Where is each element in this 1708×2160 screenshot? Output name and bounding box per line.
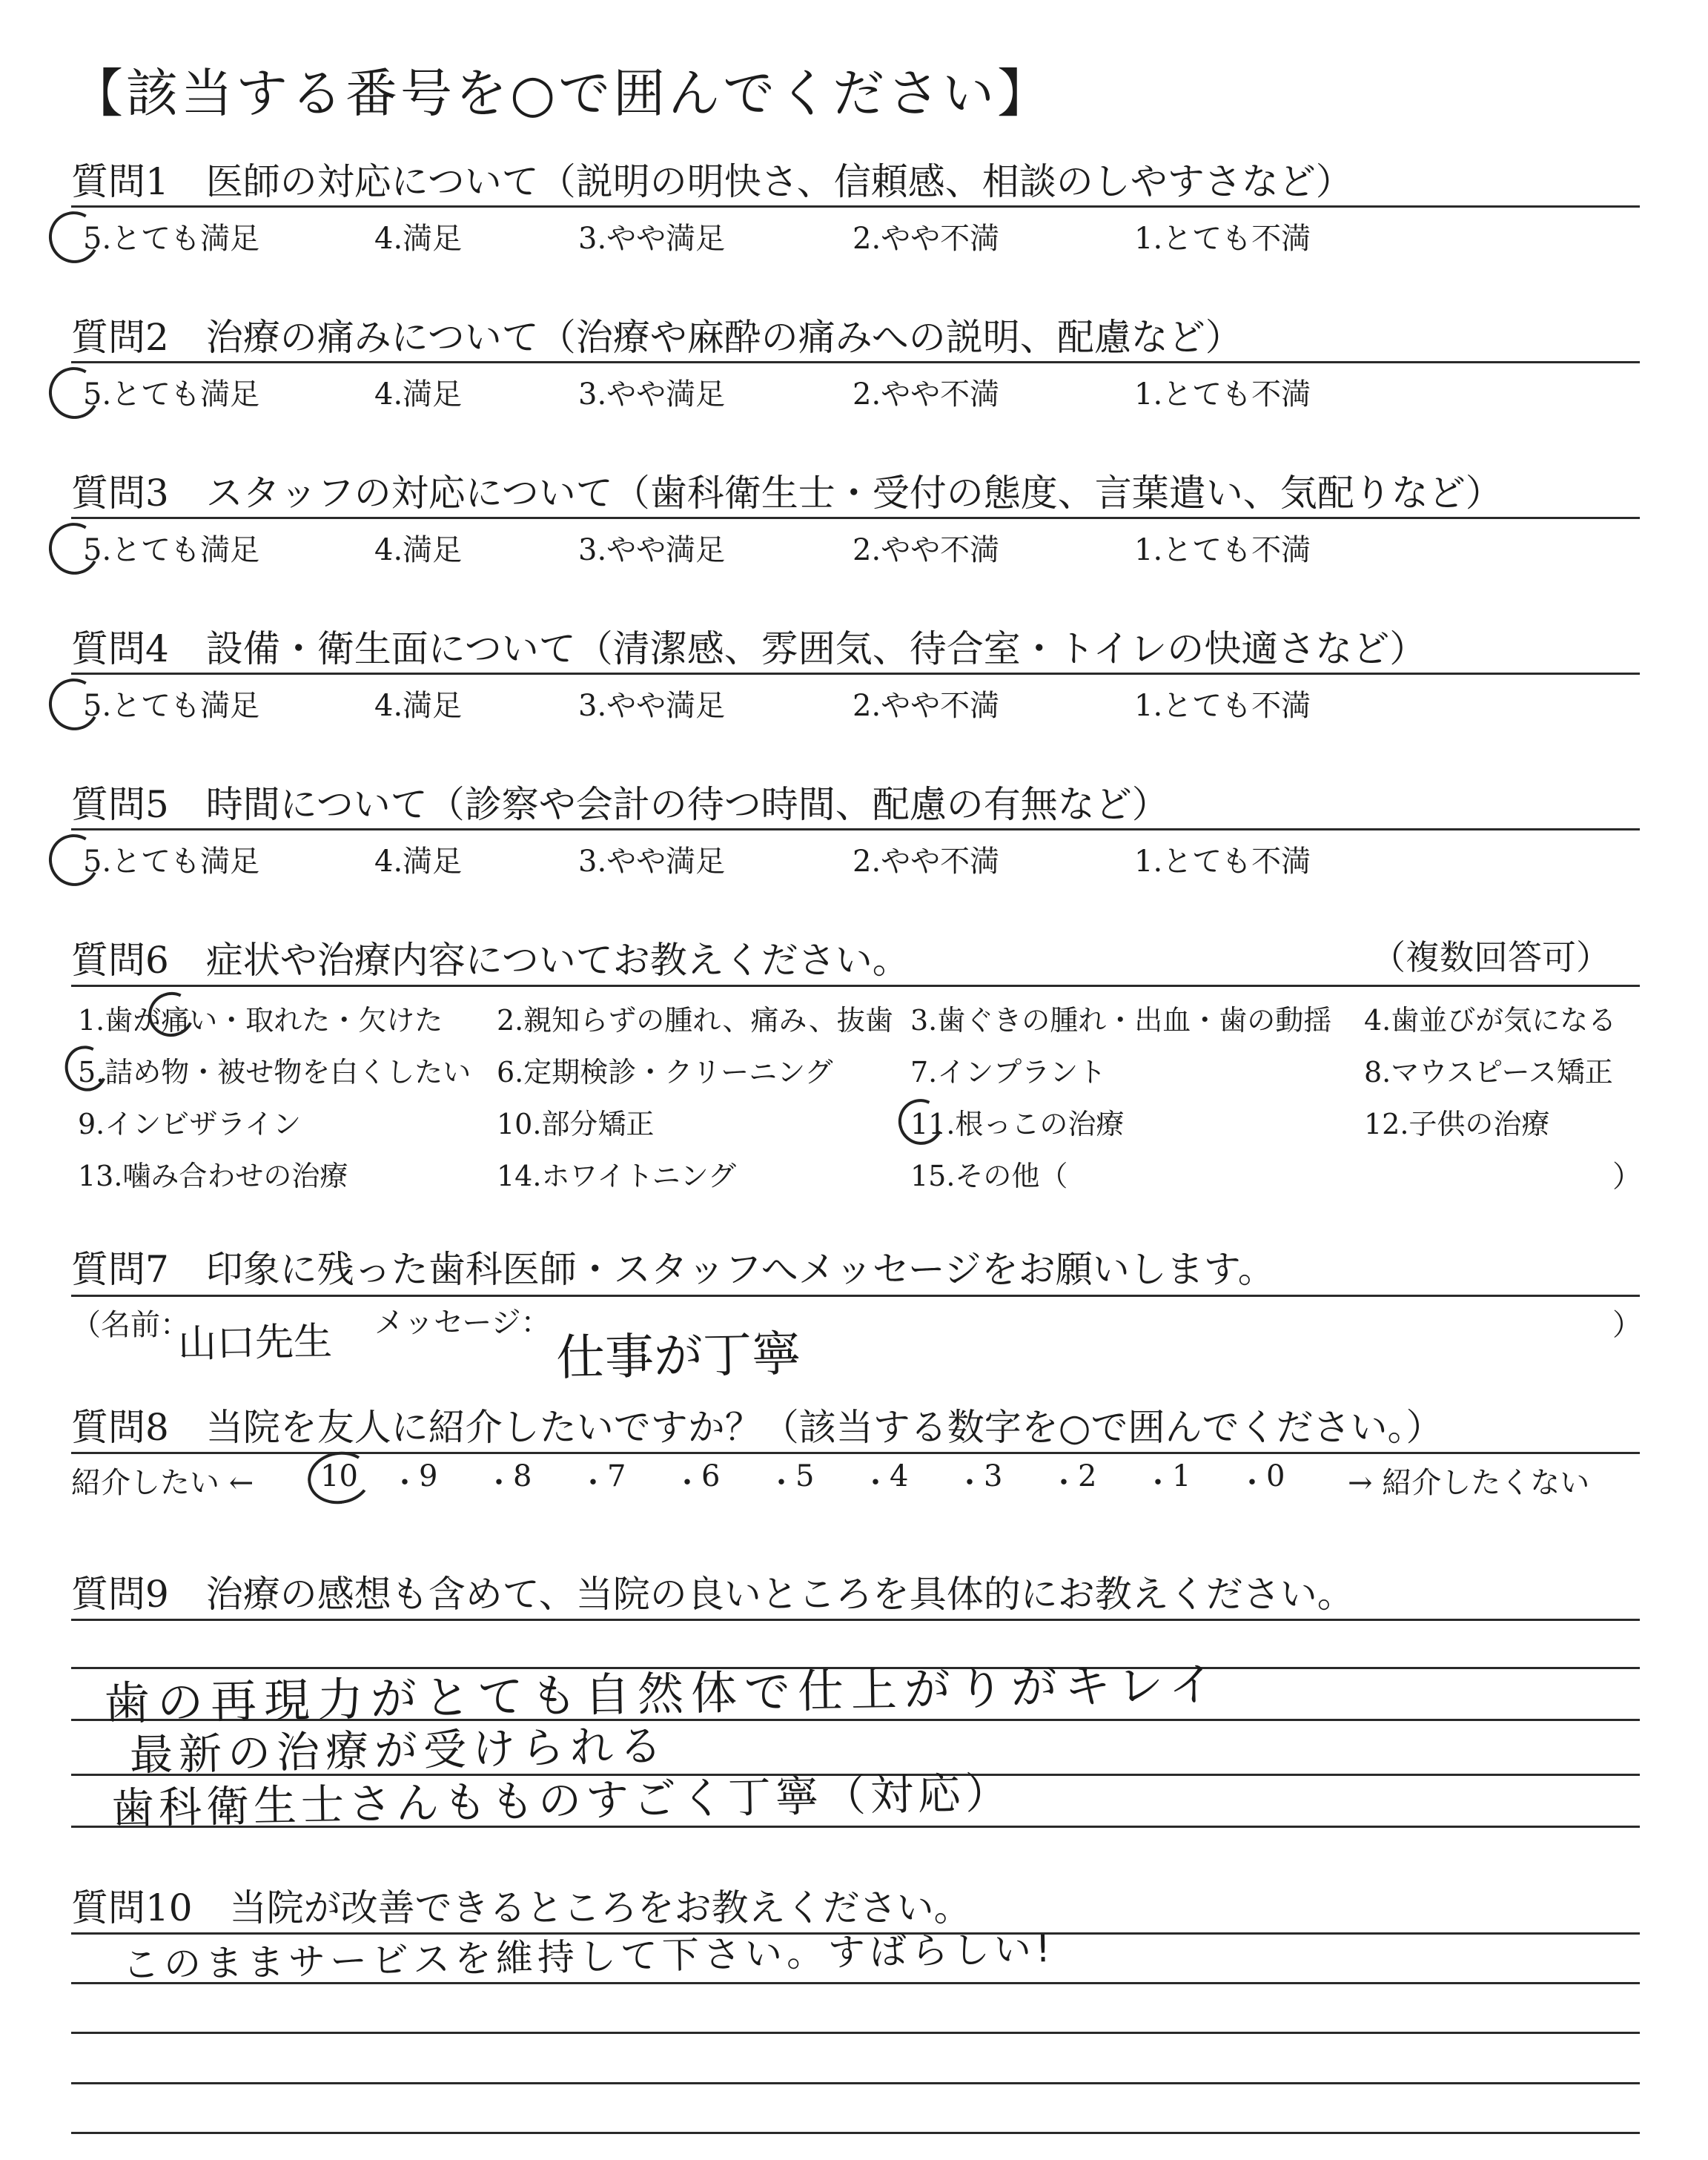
q9-title: 質問9 治療の感想も含めて、当院の良いところを具体的にお教えください。	[71, 1573, 1354, 1616]
q5-option-1[interactable]: 1.とても不満	[1134, 845, 1311, 879]
q8-scale-separator: ・	[390, 1466, 420, 1500]
q10-rule-4	[71, 2082, 1640, 2084]
q8-scale-separator: ・	[767, 1466, 796, 1500]
q2-option-3[interactable]: 3.やや満足	[578, 377, 726, 412]
q5-option-5[interactable]: 5.とても満足	[83, 845, 260, 879]
q8-scale-separator: ・	[1049, 1466, 1079, 1500]
q5-title: 質問5 時間について（診察や会計の待つ時間、配慮の有無など）	[71, 783, 1169, 826]
q1-rule	[71, 205, 1640, 208]
q2-option-2[interactable]: 2.やや不満	[853, 377, 1000, 412]
q8-scale-separator: ・	[955, 1466, 984, 1500]
q8-right-label: → 紹介したくない	[1348, 1466, 1590, 1500]
q5-option-2[interactable]: 2.やや不満	[853, 845, 1000, 879]
q4-rule	[71, 673, 1640, 675]
q1-option-5[interactable]: 5.とても満足	[83, 222, 260, 256]
q8-scale-separator: ・	[484, 1466, 514, 1500]
q8-scale-4[interactable]: 4	[890, 1459, 909, 1493]
q3-option-1[interactable]: 1.とても不満	[1134, 533, 1311, 567]
q2-option-1[interactable]: 1.とても不満	[1134, 377, 1311, 412]
q1-option-1[interactable]: 1.とても不満	[1134, 222, 1311, 256]
q6-rule	[71, 985, 1640, 987]
q9-answer-line-3: 歯科衛生士さんもものすごく丁寧（対応）	[110, 1767, 1013, 1834]
q8-scale-6[interactable]: 6	[701, 1459, 721, 1493]
q6-option-9[interactable]: 9.インビザライン	[78, 1108, 302, 1140]
q8-scale-separator: ・	[672, 1466, 702, 1500]
q6-option-13[interactable]: 13.噛み合わせの治療	[78, 1160, 348, 1192]
q8-scale-1[interactable]: 1	[1172, 1459, 1191, 1493]
q8-title: 質問8 当院を友人に紹介したいですか？（該当する数字を○で囲んでください。）	[71, 1406, 1443, 1449]
q1-option-3[interactable]: 3.やや満足	[578, 222, 726, 256]
q4-option-2[interactable]: 2.やや不満	[853, 689, 1000, 723]
q2-title: 質問2 治療の痛みについて（治療や麻酔の痛みへの説明、配慮など）	[71, 316, 1242, 359]
q6-option-15[interactable]: 15.その他（	[910, 1160, 1068, 1192]
q7-title: 質問7 印象に残った歯科医師・スタッフへメッセージをお願いします。	[71, 1248, 1275, 1291]
q6-option-3[interactable]: 3.歯ぐきの腫れ・出血・歯の動揺	[910, 1004, 1332, 1037]
q8-scale-8[interactable]: 8	[513, 1459, 532, 1493]
q8-left-label: 紹介したい ←	[71, 1466, 254, 1500]
q6-option-5[interactable]: 5.詰め物・被せ物を白くしたい	[78, 1056, 471, 1089]
q6-option-10[interactable]: 10.部分矯正	[497, 1108, 655, 1140]
q1-title: 質問1 医師の対応について（説明の明快さ、信頼感、相談のしやすさなど）	[71, 160, 1353, 203]
q3-option-4[interactable]: 4.満足	[374, 533, 463, 567]
q4-option-5[interactable]: 5.とても満足	[83, 689, 260, 723]
q8-scale-separator: ・	[1237, 1466, 1267, 1500]
q8-scale-separator: ・	[861, 1466, 890, 1500]
q6-other-close-paren: ）	[1612, 1160, 1642, 1194]
q8-scale-7[interactable]: 7	[607, 1459, 626, 1493]
q10-title: 質問10 当院が改善できるところをお教えください。	[71, 1886, 971, 1929]
q8-scale-2[interactable]: 2	[1078, 1459, 1097, 1493]
q7-close-paren: ）	[1612, 1308, 1642, 1342]
q8-scale-5[interactable]: 5	[795, 1459, 815, 1493]
q8-scale-0[interactable]: 0	[1266, 1459, 1285, 1493]
q8-rule	[71, 1452, 1640, 1454]
q6-option-14[interactable]: 14.ホワイトニング	[497, 1160, 737, 1192]
q8-scale-separator: ・	[578, 1466, 608, 1500]
q6-option-7[interactable]: 7.インプラント	[910, 1056, 1107, 1089]
q5-option-4[interactable]: 4.満足	[374, 845, 463, 879]
q3-rule	[71, 517, 1640, 519]
q9-rule-1	[71, 1619, 1640, 1621]
q6-option-2[interactable]: 2.親知らずの腫れ、痛み、抜歯	[497, 1004, 893, 1037]
q6-multiple-note: （複数回答可）	[1371, 937, 1610, 977]
q2-option-5[interactable]: 5.とても満足	[83, 377, 260, 412]
q8-scale-9[interactable]: 9	[419, 1459, 438, 1493]
q3-option-3[interactable]: 3.やや満足	[578, 533, 726, 567]
q6-option-1[interactable]: 1.歯が痛い・取れた・欠けた	[78, 1004, 443, 1037]
q5-option-3[interactable]: 3.やや満足	[578, 845, 726, 879]
q2-option-4[interactable]: 4.満足	[374, 377, 463, 412]
q7-name-label: （名前：	[71, 1308, 190, 1342]
q4-option-4[interactable]: 4.満足	[374, 689, 463, 723]
q4-title: 質問4 設備・衛生面について（清潔感、雰囲気、待合室・トイレの快適さなど）	[71, 627, 1427, 670]
q8-scale-3[interactable]: 3	[984, 1459, 1003, 1493]
q1-option-2[interactable]: 2.やや不満	[853, 222, 1000, 256]
q5-rule	[71, 828, 1640, 830]
q3-option-5[interactable]: 5.とても満足	[83, 533, 260, 567]
q3-option-2[interactable]: 2.やや不満	[853, 533, 1000, 567]
q7-rule	[71, 1295, 1640, 1297]
q6-option-11[interactable]: 11.根っこの治療	[910, 1108, 1125, 1140]
q6-option-6[interactable]: 6.定期検診・クリーニング	[497, 1056, 833, 1089]
q6-option-12[interactable]: 12.子供の治療	[1364, 1108, 1550, 1140]
q2-rule	[71, 361, 1640, 363]
q10-rule-5	[71, 2132, 1640, 2134]
q8-selection-circle	[304, 1447, 376, 1509]
q6-title: 質問6 症状や治療内容についてお教えください。	[71, 939, 910, 982]
q10-answer-handwritten: このままサービスを維持して下さい。すばらしい!	[122, 1927, 1056, 1986]
q9-answer-line-2: 最新の治療が受けられる	[129, 1720, 669, 1780]
q7-message-label: メッセージ：	[374, 1306, 551, 1340]
q8-scale-10[interactable]: 10	[320, 1459, 358, 1493]
q1-option-4[interactable]: 4.満足	[374, 222, 463, 256]
q4-option-3[interactable]: 3.やや満足	[578, 689, 726, 723]
q4-option-1[interactable]: 1.とても不満	[1134, 689, 1311, 723]
q10-rule-3	[71, 2032, 1640, 2034]
q3-title: 質問3 スタッフの対応について（歯科衛生士・受付の態度、言葉遣い、気配りなど）	[71, 472, 1503, 515]
q7-message-handwritten: 仕事が丁寧	[555, 1325, 801, 1387]
q8-scale-separator: ・	[1143, 1466, 1173, 1500]
q6-option-8[interactable]: 8.マウスピース矯正	[1364, 1056, 1613, 1089]
q7-name-handwritten: 山口先生	[177, 1319, 333, 1367]
q9-answer-line-1: 歯の再現力がとても自然体で仕上がりがキレイ	[103, 1657, 1222, 1731]
q6-option-4[interactable]: 4.歯並びが気になる	[1364, 1004, 1617, 1037]
form-header: 【該当する番号を○で囲んでください】	[71, 63, 1053, 124]
